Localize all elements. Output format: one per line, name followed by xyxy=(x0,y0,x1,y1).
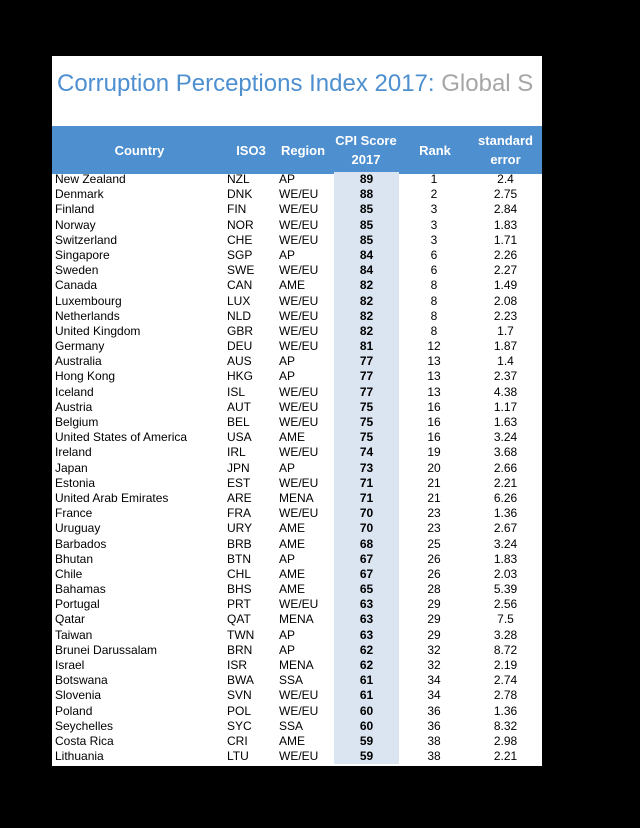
rank-cell: 12 xyxy=(427,339,441,354)
standard-error-cell: 2.03 xyxy=(493,566,518,581)
table-row xyxy=(52,309,542,324)
page-title xyxy=(57,68,533,100)
country-cell: Singapore xyxy=(55,247,110,262)
cpi-score-cell: 75 xyxy=(334,430,399,445)
iso3-cell: JPN xyxy=(227,460,250,475)
rank-cell: 34 xyxy=(427,688,441,703)
standard-error-cell: 1.36 xyxy=(493,506,518,521)
cpi-score-cell: 60 xyxy=(334,719,399,734)
region-cell: MENA xyxy=(279,612,314,627)
table-row xyxy=(52,567,542,582)
header-iso3: ISO3 xyxy=(236,142,266,158)
standard-error-cell: 6.26 xyxy=(493,490,518,505)
iso3-cell: ISL xyxy=(227,384,246,399)
header-cpi-score: CPI Score 2017 xyxy=(335,133,397,167)
table-row xyxy=(52,688,542,703)
country-cell: Hong Kong xyxy=(55,369,116,384)
standard-error-cell: 2.75 xyxy=(493,187,518,202)
country-cell: Costa Rica xyxy=(55,733,114,748)
table-row xyxy=(52,476,542,491)
standard-error-cell: 8.72 xyxy=(493,642,518,657)
rank-cell: 8 xyxy=(430,293,438,308)
table-row xyxy=(52,552,542,567)
cpi-score-cell: 84 xyxy=(334,263,399,278)
table-row xyxy=(52,719,542,734)
standard-error-cell: 1.17 xyxy=(493,399,518,414)
iso3-cell: SGP xyxy=(227,247,253,262)
region-cell: WE/EU xyxy=(279,597,319,612)
iso3-cell: BWA xyxy=(227,673,254,688)
country-cell: Brunei Darussalam xyxy=(55,642,158,657)
iso3-cell: TWN xyxy=(227,627,255,642)
iso3-cell: CAN xyxy=(227,278,253,293)
standard-error-cell: 1.63 xyxy=(493,415,518,429)
cpi-score-cell: 77 xyxy=(334,354,399,369)
table-row xyxy=(52,491,542,506)
cpi-score-cell: 61 xyxy=(334,688,399,703)
cpi-score-cell: 82 xyxy=(334,294,399,309)
cpi-score-cell: 71 xyxy=(334,476,399,491)
iso3-cell: BEL xyxy=(227,415,250,429)
country-cell: Portugal xyxy=(55,597,100,612)
country-cell: Ireland xyxy=(55,445,92,460)
standard-error-cell: 4.38 xyxy=(493,384,518,399)
region-cell: SSA xyxy=(279,673,304,688)
country-cell: Austria xyxy=(55,399,93,414)
iso3-cell: AUS xyxy=(227,354,252,369)
title-main: Corruption Perceptions Index 2017: xyxy=(57,70,435,97)
rank-cell: 29 xyxy=(427,597,441,612)
region-cell: SSA xyxy=(279,718,304,733)
rank-cell: 34 xyxy=(427,673,441,688)
standard-error-cell: 2.21 xyxy=(493,749,518,764)
cpi-score-cell: 63 xyxy=(334,628,399,643)
country-cell: Israel xyxy=(55,658,85,672)
rank-cell: 29 xyxy=(427,612,441,627)
standard-error-cell: 2.23 xyxy=(493,308,518,323)
standard-error-cell: 1.7 xyxy=(497,323,514,338)
rank-cell: 13 xyxy=(427,384,441,399)
cpi-score-cell: 82 xyxy=(334,324,399,339)
region-cell: WE/EU xyxy=(279,703,319,718)
rank-cell: 38 xyxy=(427,749,441,764)
region-cell: AP xyxy=(279,551,296,566)
rank-cell: 3 xyxy=(430,217,438,232)
region-cell: WE/EU xyxy=(279,384,319,399)
table-row xyxy=(52,218,542,233)
table-row xyxy=(52,294,542,309)
table-row xyxy=(52,612,542,627)
iso3-cell: AUT xyxy=(227,399,251,414)
table-row xyxy=(52,537,542,552)
country-cell: Uruguay xyxy=(55,521,101,536)
country-cell: Sweden xyxy=(55,263,99,278)
country-cell: Estonia xyxy=(55,475,96,490)
cpi-score-cell: 71 xyxy=(334,491,399,506)
table-row xyxy=(52,172,542,187)
iso3-cell: LUX xyxy=(227,293,251,308)
region-cell: WE/EU xyxy=(279,308,319,323)
cpi-score-cell: 63 xyxy=(334,612,399,627)
region-cell: AP xyxy=(279,642,296,657)
cpi-score-cell: 85 xyxy=(334,233,399,248)
cpi-score-cell: 85 xyxy=(334,202,399,217)
rank-cell: 21 xyxy=(427,490,441,505)
standard-error-cell: 5.39 xyxy=(493,582,518,597)
standard-error-cell: 2.67 xyxy=(493,521,518,536)
table-row xyxy=(52,521,542,536)
table-row xyxy=(52,658,542,673)
rank-cell: 36 xyxy=(427,718,441,733)
standard-error-cell: 2.4 xyxy=(497,172,514,186)
iso3-cell: SWE xyxy=(227,263,255,278)
iso3-cell: BHS xyxy=(227,582,252,597)
country-cell: Belgium xyxy=(55,415,99,429)
region-cell: AP xyxy=(279,369,296,384)
cpi-score-cell: 62 xyxy=(334,658,399,673)
cpi-score-cell: 81 xyxy=(334,339,399,354)
standard-error-cell: 2.08 xyxy=(493,293,518,308)
country-cell: Slovenia xyxy=(55,688,102,703)
country-cell: Finland xyxy=(55,202,95,217)
iso3-cell: BRB xyxy=(227,536,252,551)
table-row xyxy=(52,233,542,248)
country-cell: Bhutan xyxy=(55,551,94,566)
region-cell: AME xyxy=(279,733,306,748)
cpi-score-cell: 82 xyxy=(334,309,399,324)
table-row xyxy=(52,643,542,658)
standard-error-cell: 1.71 xyxy=(493,232,518,247)
iso3-cell: POL xyxy=(227,703,252,718)
country-cell: Japan xyxy=(55,460,88,475)
title-muted: Global S xyxy=(441,70,534,97)
cpi-score-cell: 75 xyxy=(334,400,399,415)
cpi-score-cell: 59 xyxy=(334,749,399,764)
region-cell: WE/EU xyxy=(279,399,319,414)
country-cell: France xyxy=(55,506,93,521)
country-cell: Luxembourg xyxy=(55,293,122,308)
rank-cell: 28 xyxy=(427,582,441,597)
country-cell: Botswana xyxy=(55,673,108,688)
rank-cell: 3 xyxy=(430,202,438,217)
table-row xyxy=(52,597,542,612)
rank-cell: 8 xyxy=(430,323,438,338)
iso3-cell: EST xyxy=(227,475,251,490)
table-row xyxy=(52,415,542,430)
country-cell: Norway xyxy=(55,217,96,232)
table-row xyxy=(52,430,542,445)
iso3-cell: HKG xyxy=(227,369,254,384)
table-row xyxy=(52,673,542,688)
country-cell: Canada xyxy=(55,278,98,293)
standard-error-cell: 2.66 xyxy=(493,460,518,475)
header-rank: Rank xyxy=(419,142,451,158)
rank-cell: 32 xyxy=(427,642,441,657)
standard-error-cell: 2.56 xyxy=(493,597,518,612)
table-row xyxy=(52,704,542,719)
rank-cell: 19 xyxy=(427,445,441,460)
cpi-score-cell: 61 xyxy=(334,673,399,688)
iso3-cell: DEU xyxy=(227,339,253,354)
standard-error-cell: 2.98 xyxy=(493,733,518,748)
cpi-score-cell: 60 xyxy=(334,704,399,719)
cpi-score-cell: 63 xyxy=(334,597,399,612)
standard-error-cell: 7.5 xyxy=(497,612,514,627)
rank-cell: 32 xyxy=(427,658,441,672)
iso3-cell: CHE xyxy=(227,232,253,247)
region-cell: WE/EU xyxy=(279,187,319,202)
standard-error-cell: 3.28 xyxy=(493,627,518,642)
iso3-cell: NOR xyxy=(227,217,254,232)
rank-cell: 13 xyxy=(427,354,441,369)
spreadsheet-page xyxy=(52,56,542,766)
region-cell: WE/EU xyxy=(279,263,319,278)
region-cell: AME xyxy=(279,582,306,597)
country-cell: Taiwan xyxy=(55,627,93,642)
cpi-score-cell: 59 xyxy=(334,734,399,749)
cpi-score-cell: 82 xyxy=(334,278,399,293)
region-cell: WE/EU xyxy=(279,415,319,429)
iso3-cell: ARE xyxy=(227,490,252,505)
country-cell: Germany xyxy=(55,339,105,354)
rank-cell: 36 xyxy=(427,703,441,718)
standard-error-cell: 1.87 xyxy=(493,339,518,354)
region-cell: MENA xyxy=(279,658,314,672)
iso3-cell: FIN xyxy=(227,202,247,217)
region-cell: WE/EU xyxy=(279,506,319,521)
table-row xyxy=(52,749,542,764)
cpi-score-cell: 70 xyxy=(334,521,399,536)
rank-cell: 21 xyxy=(427,475,441,490)
rank-cell: 20 xyxy=(427,460,441,475)
cpi-score-cell: 73 xyxy=(334,461,399,476)
table-row xyxy=(52,202,542,217)
region-cell: AP xyxy=(279,627,296,642)
region-cell: WE/EU xyxy=(279,232,319,247)
rank-cell: 8 xyxy=(430,308,438,323)
rank-cell: 26 xyxy=(427,551,441,566)
standard-error-cell: 1.49 xyxy=(493,278,518,293)
iso3-cell: DNK xyxy=(227,187,253,202)
standard-error-cell: 8.32 xyxy=(493,718,518,733)
header-standard-error: standard error xyxy=(478,133,533,167)
standard-error-cell: 2.74 xyxy=(493,673,518,688)
table-row xyxy=(52,339,542,354)
rank-cell: 13 xyxy=(427,369,441,384)
cpi-score-cell: 89 xyxy=(334,172,399,187)
table-row xyxy=(52,445,542,460)
cpi-score-cell: 85 xyxy=(334,218,399,233)
standard-error-cell: 2.19 xyxy=(493,658,518,672)
region-cell: AP xyxy=(279,354,296,369)
rank-cell: 16 xyxy=(427,415,441,429)
country-cell: Qatar xyxy=(55,612,86,627)
table-row xyxy=(52,461,542,476)
standard-error-cell: 2.78 xyxy=(493,688,518,703)
rank-cell: 16 xyxy=(427,399,441,414)
country-cell: Iceland xyxy=(55,384,94,399)
iso3-cell: FRA xyxy=(227,506,251,521)
country-cell: United Kingdom xyxy=(55,323,141,338)
standard-error-cell: 1.36 xyxy=(493,703,518,718)
table-row xyxy=(52,354,542,369)
country-cell: Chile xyxy=(55,566,83,581)
iso3-cell: BRN xyxy=(227,642,253,657)
region-cell: AME xyxy=(279,278,306,293)
country-cell: Switzerland xyxy=(55,232,118,247)
rank-cell: 29 xyxy=(427,627,441,642)
iso3-cell: CRI xyxy=(227,733,248,748)
header-region: Region xyxy=(280,142,326,158)
region-cell: WE/EU xyxy=(279,293,319,308)
table-row xyxy=(52,506,542,521)
standard-error-cell: 1.83 xyxy=(493,551,518,566)
country-cell: Netherlands xyxy=(55,308,120,323)
region-cell: AP xyxy=(279,247,296,262)
cpi-score-cell: 67 xyxy=(334,567,399,582)
standard-error-cell: 2.37 xyxy=(493,369,518,384)
iso3-cell: SVN xyxy=(227,688,252,703)
cpi-score-cell: 84 xyxy=(334,248,399,263)
country-cell: Lithuania xyxy=(55,749,104,764)
table-row xyxy=(52,263,542,278)
cpi-score-cell: 70 xyxy=(334,506,399,521)
standard-error-cell: 3.24 xyxy=(493,430,518,445)
table-row xyxy=(52,628,542,643)
cpi-score-cell: 62 xyxy=(334,643,399,658)
cpi-score-cell: 68 xyxy=(334,537,399,552)
region-cell: MENA xyxy=(279,490,314,505)
rank-cell: 16 xyxy=(427,430,441,445)
rank-cell: 6 xyxy=(430,263,438,278)
country-cell: New Zealand xyxy=(55,172,126,186)
iso3-cell: NZL xyxy=(227,172,250,186)
rank-cell: 23 xyxy=(427,521,441,536)
table-body xyxy=(52,172,542,764)
iso3-cell: BTN xyxy=(227,551,251,566)
table-row xyxy=(52,369,542,384)
iso3-cell: CHL xyxy=(227,566,252,581)
region-cell: AME xyxy=(279,536,306,551)
table-row xyxy=(52,324,542,339)
standard-error-cell: 3.68 xyxy=(493,445,518,460)
rank-cell: 8 xyxy=(430,278,438,293)
rank-cell: 23 xyxy=(427,506,441,521)
standard-error-cell: 2.26 xyxy=(493,247,518,262)
standard-error-cell: 1.83 xyxy=(493,217,518,232)
iso3-cell: GBR xyxy=(227,323,254,338)
region-cell: AME xyxy=(279,521,306,536)
standard-error-cell: 2.21 xyxy=(493,475,518,490)
table-row xyxy=(52,734,542,749)
table-row xyxy=(52,278,542,293)
region-cell: AP xyxy=(279,460,296,475)
standard-error-cell: 2.84 xyxy=(493,202,518,217)
region-cell: AP xyxy=(279,172,296,186)
region-cell: WE/EU xyxy=(279,217,319,232)
region-cell: AME xyxy=(279,430,306,445)
iso3-cell: USA xyxy=(227,430,252,445)
iso3-cell: URY xyxy=(227,521,253,536)
iso3-cell: LTU xyxy=(227,749,249,764)
table-row xyxy=(52,400,542,415)
region-cell: WE/EU xyxy=(279,323,319,338)
country-cell: Australia xyxy=(55,354,102,369)
region-cell: WE/EU xyxy=(279,749,319,764)
table-row xyxy=(52,385,542,400)
header-country: Country xyxy=(114,142,165,158)
cpi-score-cell: 67 xyxy=(334,552,399,567)
iso3-cell: ISR xyxy=(227,658,248,672)
country-cell: United States of America xyxy=(55,430,188,445)
country-cell: Poland xyxy=(55,703,93,718)
cpi-score-cell: 65 xyxy=(334,582,399,597)
rank-cell: 2 xyxy=(430,187,438,202)
country-cell: Barbados xyxy=(55,536,107,551)
region-cell: WE/EU xyxy=(279,202,319,217)
cpi-score-cell: 88 xyxy=(334,187,399,202)
table-row xyxy=(52,248,542,263)
rank-cell: 25 xyxy=(427,536,441,551)
country-cell: Denmark xyxy=(55,187,104,202)
rank-cell: 26 xyxy=(427,566,441,581)
table-header xyxy=(52,126,542,174)
region-cell: WE/EU xyxy=(279,688,319,703)
region-cell: WE/EU xyxy=(279,339,319,354)
region-cell: WE/EU xyxy=(279,445,319,460)
iso3-cell: SYC xyxy=(227,718,252,733)
cpi-score-cell: 74 xyxy=(334,445,399,460)
iso3-cell: NLD xyxy=(227,308,252,323)
country-cell: Bahamas xyxy=(55,582,106,597)
region-cell: WE/EU xyxy=(279,475,319,490)
cpi-score-cell: 75 xyxy=(334,415,399,430)
country-cell: United Arab Emirates xyxy=(55,490,169,505)
rank-cell: 38 xyxy=(427,733,441,748)
table-row xyxy=(52,582,542,597)
rank-cell: 6 xyxy=(430,247,438,262)
cpi-score-cell: 77 xyxy=(334,369,399,384)
standard-error-cell: 3.24 xyxy=(493,536,518,551)
iso3-cell: IRL xyxy=(227,445,246,460)
iso3-cell: QAT xyxy=(227,612,251,627)
region-cell: AME xyxy=(279,566,306,581)
standard-error-cell: 1.4 xyxy=(497,354,514,369)
country-cell: Seychelles xyxy=(55,718,114,733)
rank-cell: 1 xyxy=(430,172,438,186)
standard-error-cell: 2.27 xyxy=(493,263,518,278)
rank-cell: 3 xyxy=(430,232,438,247)
iso3-cell: PRT xyxy=(227,597,251,612)
table-row xyxy=(52,187,542,202)
cpi-score-cell: 77 xyxy=(334,385,399,400)
